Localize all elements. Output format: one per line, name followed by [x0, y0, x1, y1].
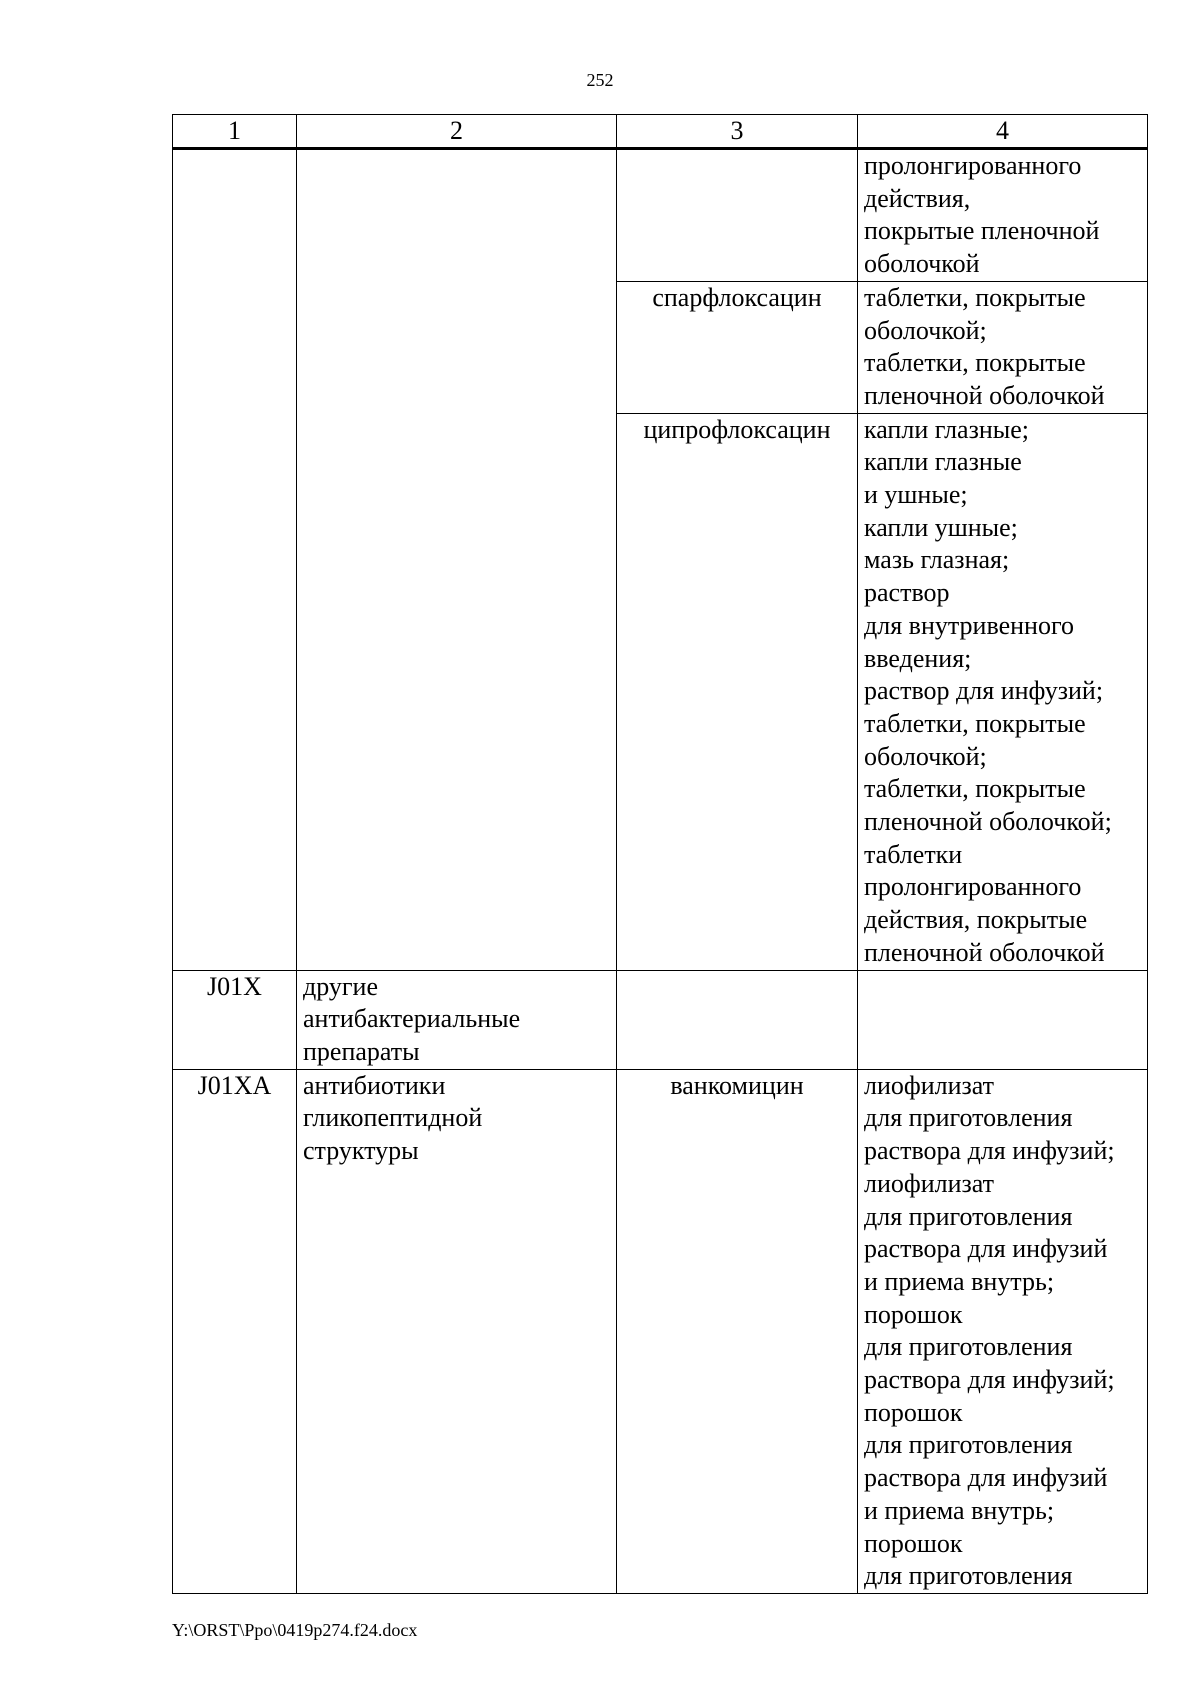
table-row [173, 149, 1148, 282]
dosage-form-line: для приготовления [864, 1430, 1073, 1460]
dosage-form-line: порошок [864, 1528, 963, 1558]
dosage-form-line: действия, покрытые [864, 905, 1088, 935]
dosage-form-line: оболочкой [864, 249, 980, 279]
dosage-form-line: лиофилизат [864, 1168, 995, 1198]
group-name-line: гликопептидной [303, 1103, 483, 1133]
column-header-1: 1 [173, 115, 297, 149]
dosage-form-line: раствора для инфузий [864, 1463, 1108, 1493]
atc-code-cell: J01XA [173, 1069, 297, 1593]
group-name-line: антибактериальные [303, 1004, 521, 1034]
dosage-form-line: пролонгированного [864, 151, 1082, 180]
dosage-forms-cell [858, 281, 1148, 413]
dosage-form-line: действия, [864, 183, 971, 213]
drug-name-cell [617, 970, 858, 1069]
dosage-form-line: порошок [864, 1397, 963, 1427]
column-header-2: 2 [297, 115, 617, 149]
drug-name-cell: спарфлоксацин [617, 281, 858, 413]
dosage-form-line: для приготовления [864, 1332, 1073, 1362]
dosage-form-line: порошок [864, 1299, 963, 1329]
dosage-form-line: пленочной оболочкой [864, 380, 1105, 410]
dosage-form-line: таблетки, покрытые [864, 282, 1086, 312]
dosage-form-line: таблетки, покрытые [864, 774, 1086, 804]
dosage-form-line: и приема внутрь; [864, 1495, 1055, 1525]
drug-name-cell: ципрофлоксацин [617, 413, 858, 970]
file-path-footer: Y:\ORST\Ppo\0419p274.f24.docx [172, 1620, 418, 1640]
group-name-line: другие [303, 971, 379, 1001]
dosage-form-line: оболочкой; [864, 315, 987, 345]
table-row [173, 970, 1148, 1069]
dosage-forms-cell [858, 1069, 1148, 1593]
dosage-form-line: капли глазные [864, 447, 1022, 477]
drug-name-cell: ванкомицин [617, 1069, 858, 1593]
column-header-4: 4 [858, 115, 1148, 149]
dosage-form-line: оболочкой; [864, 741, 987, 771]
dosage-form-line: для внутривенного [864, 610, 1074, 640]
group-name-line: структуры [303, 1136, 419, 1166]
dosage-form-line: раствора для инфузий; [864, 1136, 1115, 1166]
table-header-row [173, 115, 1148, 149]
dosage-form-line: пленочной оболочкой [864, 937, 1105, 967]
column-header-3: 3 [617, 115, 858, 149]
dosage-forms-cell [858, 149, 1148, 282]
medication-table [172, 114, 1148, 1594]
drug-name-cell [617, 149, 858, 282]
dosage-forms-cell [858, 970, 1148, 1069]
dosage-form-line: пленочной оболочкой; [864, 807, 1112, 837]
dosage-form-line: капли глазные; [864, 414, 1030, 444]
group-name-cell [297, 149, 617, 971]
dosage-form-line: раствор для инфузий; [864, 676, 1104, 706]
dosage-form-line: таблетки [864, 839, 963, 869]
dosage-form-line: для приготовления [864, 1561, 1073, 1591]
dosage-form-line: пролонгированного [864, 872, 1082, 902]
dosage-form-line: таблетки, покрытые [864, 708, 1086, 738]
table-body [173, 149, 1148, 1594]
dosage-form-line: таблетки, покрытые [864, 348, 1086, 378]
dosage-form-line: мазь глазная; [864, 545, 1010, 575]
atc-code-cell [173, 149, 297, 971]
group-name-cell [297, 1069, 617, 1593]
dosage-form-line: раствора для инфузий; [864, 1365, 1115, 1395]
dosage-form-line: покрытые пленочной [864, 216, 1100, 246]
dosage-form-line: капли ушные; [864, 512, 1018, 542]
dosage-form-line: для приготовления [864, 1201, 1073, 1231]
dosage-form-line: введения; [864, 643, 972, 673]
table-row [173, 1069, 1148, 1593]
dosage-form-line: и приема внутрь; [864, 1266, 1055, 1296]
dosage-form-line: для приготовления [864, 1103, 1073, 1133]
group-name-line: антибиотики [303, 1070, 446, 1100]
group-name-cell [297, 970, 617, 1069]
dosage-form-line: раствор [864, 578, 950, 608]
dosage-form-line: раствора для инфузий [864, 1234, 1108, 1264]
atc-code-cell: J01X [173, 970, 297, 1069]
dosage-form-line: лиофилизат [864, 1070, 995, 1100]
dosage-form-line: и ушные; [864, 480, 968, 510]
group-name-line: препараты [303, 1036, 420, 1066]
dosage-forms-cell [858, 413, 1148, 970]
page-number: 252 [586, 70, 614, 90]
